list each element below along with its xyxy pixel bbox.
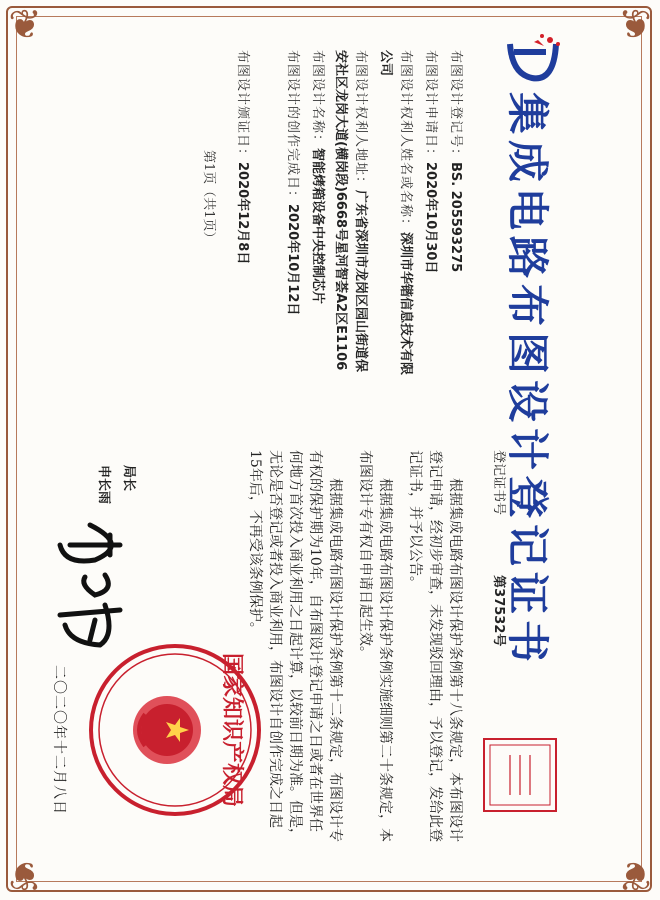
corner-ornament: ❦ — [8, 2, 42, 48]
field-value: 2020年10月30日 — [423, 162, 438, 274]
field-design-name — [307, 50, 327, 304]
paragraph-registration: 根据集成电路布图设计保护条例第十八条规定，本布图设计登记申请，经初步审查，未发现驳回理由，予以登记，发给此登记证书，并予以公告。 — [407, 450, 463, 842]
field-label: 布图设计权利人地址： — [353, 50, 368, 191]
field-value: 2020年12月8日 — [235, 162, 250, 265]
certificate-number — [491, 450, 510, 646]
page-number: 第1页（共1页） — [201, 150, 216, 245]
field-value: 广东省深圳市龙岗区园山街道保安社区龙岗大道(横岗段)6668号星河智荟A2区E1106 — [333, 50, 368, 373]
certificate-number-value: 第37532号 — [491, 575, 506, 647]
corner-ornament: ❦ — [8, 852, 42, 898]
field-label: 布图设计申请日： — [423, 50, 438, 163]
certificate-number-label: 登记证书号 — [491, 450, 506, 516]
seal-text: 国家知识产权局 — [219, 652, 245, 808]
issue-date: 二〇二〇年十二月八日 — [51, 665, 67, 815]
corner-ornament: ❦ — [618, 2, 652, 48]
official-seal — [85, 640, 265, 820]
paragraph-protection-term: 根据集成电路布图设计保护条例第十二条规定，布图设计专有权的保护期为10年，自布图设计登记申请之日或者在世界任何地方首次投入商业利用之日起计算，以较前日期为准。但是，无论是否登记或者投入商业利用，布图设计自创作完成之日起15年后，不再受该条例保护。 — [247, 450, 343, 842]
signatory-title: 局长 — [121, 465, 136, 492]
field-value: 2020年10月12日 — [285, 204, 300, 316]
field-label: 布图设计名称： — [310, 50, 325, 149]
field-value: 深圳市华锴信息技术有限公司 — [378, 50, 413, 376]
cnipa-logo-icon — [502, 30, 564, 92]
certificate-title: 集成电路布图设计登记证书 — [503, 92, 552, 669]
field-label: 布图设计权利人姓名或名称： — [398, 50, 413, 233]
field-application-date — [420, 50, 440, 273]
field-label: 布图设计的创作完成日： — [285, 50, 300, 205]
signatory-name: 申长雨 — [96, 465, 111, 505]
field-value: BS. 205593275 — [448, 162, 463, 273]
field-owner-address — [330, 50, 370, 380]
field-label: 布图设计颁证日： — [235, 50, 250, 163]
field-registration-number — [445, 50, 465, 272]
field-value: 智能烤箱设备中央控制芯片 — [310, 148, 325, 305]
field-creation-date — [282, 50, 302, 315]
registration-stamp — [480, 735, 560, 815]
field-issue-date — [232, 50, 252, 264]
corner-ornament: ❦ — [618, 852, 652, 898]
field-label: 布图设计登记号： — [448, 50, 463, 163]
field-owner-name — [375, 50, 415, 380]
paragraph-effective: 根据集成电路布图设计保护条例实施细则第二十条规定，本布图设计专有权自申请日起生效。 — [357, 450, 393, 842]
